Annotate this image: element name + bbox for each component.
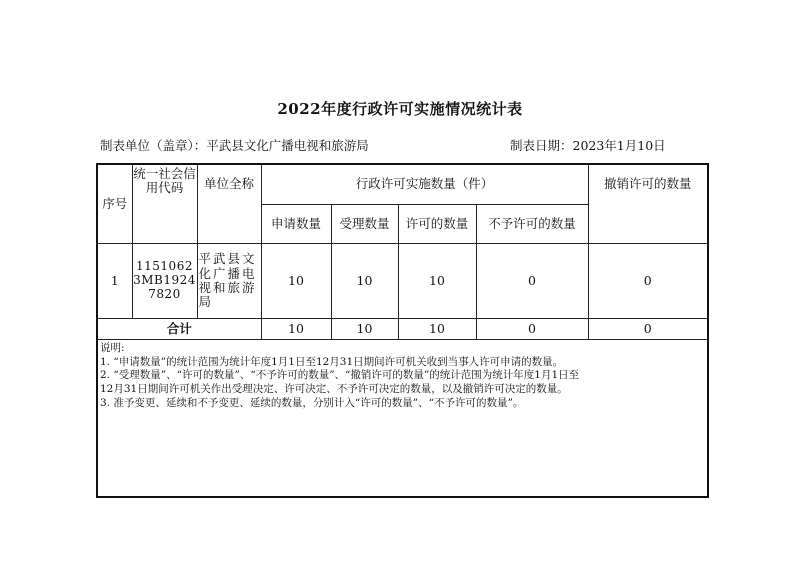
cell-revoked: 0 <box>588 244 708 319</box>
cell-unit-name: 平武县文化广播电视和旅游局 <box>197 244 261 319</box>
header-not-permitted: 不予许可的数量 <box>476 205 588 244</box>
cell-seq: 1 <box>97 244 132 319</box>
header-revoked: 撤销许可的数量 <box>588 164 708 244</box>
header-permitted: 许可的数量 <box>398 205 476 244</box>
page-title: 2022年度行政许可实施情况统计表 <box>277 100 523 118</box>
notes-heading: 说明: <box>100 342 125 354</box>
header-seq: 序号 <box>97 164 132 244</box>
notes-row <box>97 340 708 498</box>
total-label: 合计 <box>97 319 261 340</box>
note-item: 1. “申请数量”的统计范围为统计年度1月1日至12月31日期间许可机关收到当事人许可申请的数量。 <box>100 355 564 368</box>
total-not-permitted: 0 <box>476 319 588 340</box>
cell-applied: 10 <box>261 244 331 319</box>
total-row <box>97 319 708 340</box>
header-accepted: 受理数量 <box>331 205 398 244</box>
notes-cell <box>97 340 708 498</box>
total-permitted: 10 <box>398 319 476 340</box>
date-label: 制表日期：2023年1月10日 <box>510 138 666 153</box>
header-row-1 <box>97 164 708 205</box>
unit-label: 制表单位（盖章）：平武县文化广播电视和旅游局 <box>100 138 369 153</box>
note-item: 2. “受理数量”、“许可的数量”、“不予许可的数量”、“撤销许可的数量”的统计范围为统计年度1月1日至 <box>100 369 580 382</box>
total-revoked: 0 <box>588 319 708 340</box>
cell-permitted: 10 <box>398 244 476 319</box>
header-credit-code: 统一社会信用代码 <box>132 164 197 244</box>
note-item: 12月31日期间许可机关作出受理决定、许可决定、不予许可决定的数量，以及撤销许可决定的数量。 <box>100 382 568 395</box>
table-row <box>97 244 708 319</box>
header-applied: 申请数量 <box>261 205 331 244</box>
header-unit-name: 单位全称 <box>197 164 261 244</box>
note-item: 3. 准予变更、延续和不予变更、延续的数量，分别计入“许可的数量”、“不予许可的数量”。 <box>100 396 524 409</box>
cell-accepted: 10 <box>331 244 398 319</box>
total-applied: 10 <box>261 319 331 340</box>
statistics-table <box>96 163 709 498</box>
cell-credit-code: 11510623MB19247820 <box>132 244 197 319</box>
total-accepted: 10 <box>331 319 398 340</box>
cell-not-permitted: 0 <box>476 244 588 319</box>
header-implementation: 行政许可实施数量（件） <box>261 164 588 205</box>
